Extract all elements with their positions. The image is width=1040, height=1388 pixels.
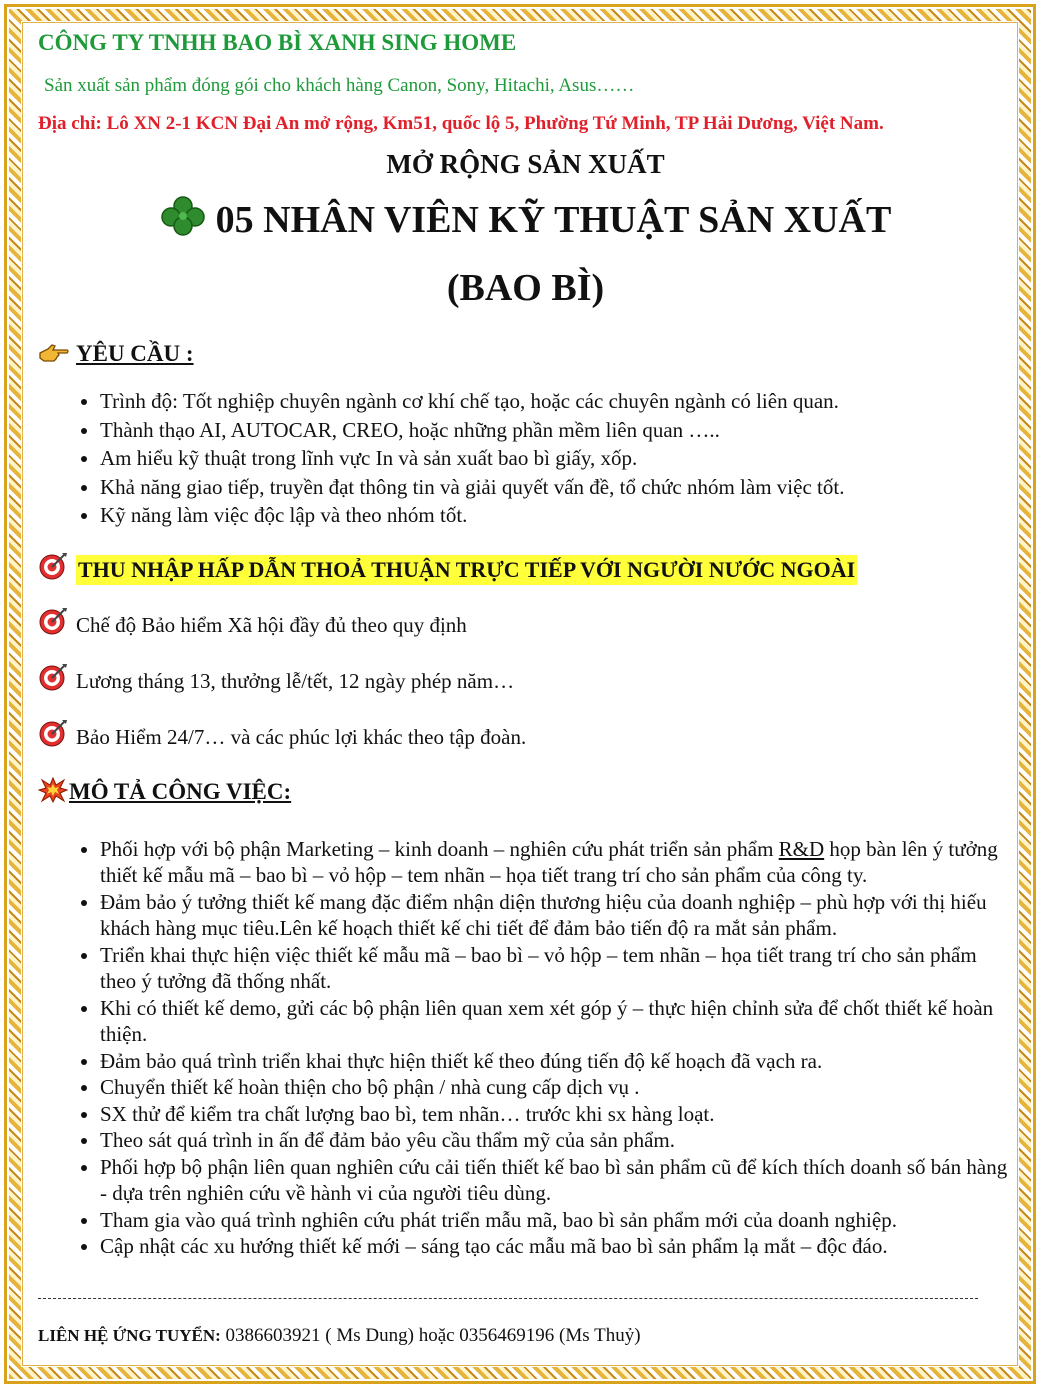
list-item: • Am hiểu kỹ thuật trong lĩnh vực In và sản xuất bao bì giấy, xốp.: [100, 444, 1013, 473]
requirements-list: [38, 387, 1013, 530]
list-item: • Trình độ: Tốt nghiệp chuyên ngành cơ khí chế tạo, hoặc các chuyên ngành có liên quan.: [100, 387, 1013, 416]
benefit-text: Chế độ Bảo hiểm Xã hội đầy đủ theo quy định: [76, 612, 467, 637]
benefit-row: [38, 663, 1013, 699]
list-item-text: họp bàn lên ý tưởng thiết kế mẫu mã – bao bì – vỏ hộp – tem nhãn – họa tiết trang trí cho sản phẩm của công ty.: [100, 836, 998, 887]
list-item: • Theo sát quá trình in ấn để đảm bảo yêu cầu thẩm mỹ của sản phẩm.: [100, 1127, 1010, 1154]
list-item-text: Phối hợp với bộ phận Marketing – kinh doanh – nghiên cứu phát triển sản phẩm: [100, 836, 779, 861]
benefit-row: [38, 607, 1013, 643]
benefit-highlight-row: [38, 552, 1013, 588]
pointing-hand-icon: [38, 341, 70, 368]
target-icon: [38, 719, 68, 755]
company-slogan: Sản xuất sản phẩm đóng gói cho khách hàng Canon, Sony, Hitachi, Asus……: [44, 75, 635, 96]
list-item: • Khả năng giao tiếp, truyền đạt thông tin và giải quyết vấn đề, tổ chức nhóm làm việc tốt.: [100, 473, 1013, 502]
company-address: Địa chỉ: Lô XN 2-1 KCN Đại An mở rộng, Km51, quốc lộ 5, Phường Tứ Minh, TP Hải Dương, Việt Nam.: [38, 113, 884, 134]
contact-details: 0386603921 ( Ms Dung) hoặc 0356469196 (Ms Thuỷ): [220, 1325, 641, 1346]
benefit-text: Bảo Hiểm 24/7… và các phúc lợi khác theo tập đoàn.: [76, 724, 527, 749]
list-item: • Cập nhật các xu hướng thiết kế mới – sáng tạo các mẫu mã bao bì sản phẩm lạ mắt – độc đáo.: [100, 1233, 1010, 1260]
contact-label: LIÊN HỆ ỨNG TUYỂN:: [38, 1326, 221, 1345]
list-item: • Kỹ năng làm việc độc lập và theo nhóm tốt.: [100, 501, 1013, 530]
description-heading: MÔ TẢ CÔNG VIỆC:: [69, 779, 292, 804]
company-name: CÔNG TY TNHH BAO BÌ XANH SING HOME: [38, 30, 517, 55]
target-icon: [38, 607, 68, 643]
benefit-row: [38, 719, 1013, 755]
posting-content: [38, 28, 1013, 1260]
contact-line: [38, 1323, 641, 1349]
position-title: [38, 196, 1013, 249]
list-item: • Đảm bảo ý tưởng thiết kế mang đặc điểm nhận diện thương hiệu của doanh nghiệp – phù hợp với thị hiếu khách hàng mục tiêu.Lên kế hoạch thiết kế chi tiết để đảm bảo tiến độ ra mắt sản phẩm.: [100, 889, 1010, 942]
list-item: • Đảm bảo quá trình triển khai thực hiện thiết kế theo đúng tiến độ kế hoạch đã vạch ra.: [100, 1048, 1010, 1075]
expand-production-title: MỞ RỘNG SẢN XUẤT: [386, 149, 665, 179]
list-item: • Thành thạo AI, AUTOCAR, CREO, hoặc những phần mềm liên quan …..: [100, 416, 1013, 445]
target-icon: [38, 552, 68, 588]
list-item: • SX thử để kiểm tra chất lượng bao bì, tem nhãn… trước khi sx hàng loạt.: [100, 1101, 1010, 1128]
list-item: • Triển khai thực hiện việc thiết kế mẫu mã – bao bì – vỏ hộp – tem nhãn – họa tiết trang trí cho sản phẩm theo ý tưởng đã thống nhất.: [100, 942, 1010, 995]
benefit-text: Lương tháng 13, thưởng lễ/tết, 12 ngày phép năm…: [76, 668, 515, 693]
description-list: [38, 836, 1010, 1260]
requirements-heading: YÊU CẦU :: [76, 341, 194, 366]
list-item: • Phối hợp bộ phận liên quan nghiên cứu cải tiến thiết kế bao bì sản phẩm cũ để kích thích doanh số bán hàng - dựa trên nghiên cứu về hành vi của người tiêu dùng.: [100, 1154, 1010, 1207]
income-highlight: THU NHẬP HẤP DẪN THOẢ THUẬN TRỰC TIẾP VỚI NGƯỜI NƯỚC NGOÀI: [76, 555, 857, 585]
clover-icon: [160, 196, 206, 249]
separator-line: [38, 1298, 978, 1299]
burst-icon: [38, 777, 68, 808]
description-heading-row: [38, 777, 1013, 808]
list-item: • Chuyển thiết kế hoàn thiện cho bộ phận / nhà cung cấp dịch vụ .: [100, 1074, 1010, 1101]
list-item: • Khi có thiết kế demo, gửi các bộ phận liên quan xem xét góp ý – thực hiện chỉnh sửa để chốt thiết kế hoàn thiện.: [100, 995, 1010, 1048]
requirements-heading-row: [38, 339, 1013, 369]
rd-term: R&D: [778, 836, 825, 861]
target-icon: [38, 663, 68, 699]
list-item: • Tham gia vào quá trình nghiên cứu phát triển mẫu mã, bao bì sản phẩm mới của doanh nghiệp.: [100, 1207, 1010, 1234]
position-subtitle: (BAO BÌ): [446, 267, 605, 309]
position-title-text: 05 NHÂN VIÊN KỸ THUẬT SẢN XUẤT: [215, 199, 892, 241]
list-item: [100, 836, 1010, 889]
